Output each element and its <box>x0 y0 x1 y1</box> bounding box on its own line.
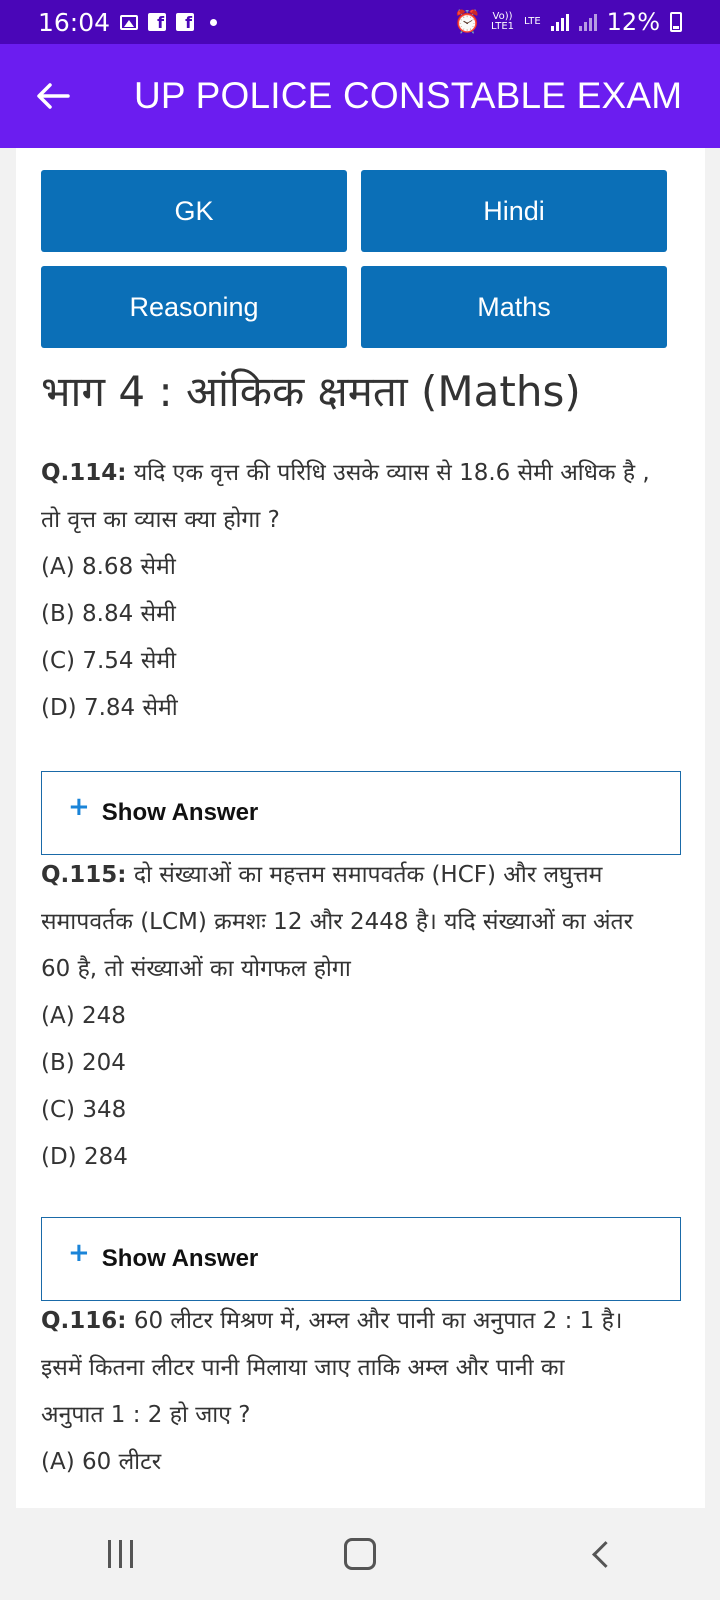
content-gutter-right <box>705 148 720 1508</box>
status-time: 16:04 <box>38 7 111 37</box>
system-back-button[interactable] <box>540 1508 660 1600</box>
recent-apps-button[interactable] <box>60 1508 180 1600</box>
signal-strength-icon <box>551 13 569 31</box>
home-button[interactable] <box>300 1508 420 1600</box>
status-left <box>38 8 217 37</box>
section-title: भाग 4 : आंकिक क्षमता (Maths) <box>41 367 581 416</box>
tab-reasoning[interactable]: Reasoning <box>41 266 347 348</box>
question-text-line: अनुपात 1 : 2 हो जाए ? <box>41 1402 251 1428</box>
notification-dot-icon <box>210 19 217 26</box>
tab-gk[interactable]: GK <box>41 170 347 252</box>
chevron-left-icon <box>592 1541 619 1568</box>
home-icon <box>344 1538 376 1570</box>
option-b: (B) 8.84 सेमी <box>41 601 176 627</box>
system-navigation-bar <box>0 1508 720 1600</box>
recent-apps-icon <box>108 1540 133 1568</box>
app-title: UP POLICE CONSTABLE EXAM <box>134 75 683 116</box>
option-d: (D) 7.84 सेमी <box>41 695 178 721</box>
facebook-icon: f <box>148 13 166 31</box>
question-text-line: दो संख्याओं का महत्तम समापवर्तक (HCF) और लघुत्तम <box>133 862 603 888</box>
question-115 <box>41 852 673 1181</box>
option-c: (C) 348 <box>41 1097 127 1123</box>
question-text-line: तो वृत्त का व्यास क्या होगा ? <box>41 507 280 533</box>
signal-strength-icon <box>579 13 597 31</box>
question-text <box>41 1298 673 1345</box>
option-d: (D) 284 <box>41 1144 128 1170</box>
question-text-line: यदि एक वृत्त की परिधि उसके व्यास से 18.6 सेमी अधिक है , <box>133 460 650 486</box>
question-text <box>41 450 673 497</box>
volte-indicator <box>491 12 514 32</box>
status-bar <box>0 0 720 44</box>
question-text <box>41 852 673 899</box>
question-text-line: समापवर्तक (LCM) क्रमशः 12 और 2448 है। यदि संख्याओं का अंतर <box>41 909 634 935</box>
question-text-line: इसमें कितना लीटर पानी मिलाया जाए ताकि अम्ल और पानी का <box>41 1355 565 1381</box>
option-b: (B) 204 <box>41 1050 126 1076</box>
alarm-icon: ⏰ <box>453 9 482 35</box>
option-a: (A) 248 <box>41 1003 126 1029</box>
question-text-line: 60 लीटर मिश्रण में, अम्ल और पानी का अनुपात 2 : 1 है। <box>133 1308 623 1334</box>
plus-icon: + <box>68 1238 90 1268</box>
option-a: (A) 8.68 सेमी <box>41 554 176 580</box>
arrow-left-icon <box>36 82 70 110</box>
main-content[interactable] <box>16 148 705 1508</box>
gallery-icon <box>120 15 138 30</box>
app-bar <box>0 44 720 148</box>
question-text-line: 60 है, तो संख्याओं का योगफल होगा <box>41 956 351 982</box>
show-answer-label: Show Answer <box>101 799 259 826</box>
show-answer-label: Show Answer <box>101 1245 259 1272</box>
tab-maths[interactable]: Maths <box>361 266 667 348</box>
content-gutter-left <box>0 148 16 1508</box>
question-number: Q.116: <box>41 1308 127 1334</box>
question-116 <box>41 1298 673 1486</box>
battery-charging-icon <box>670 12 682 32</box>
show-answer-button[interactable] <box>41 771 681 855</box>
back-button[interactable] <box>0 44 106 148</box>
question-114 <box>41 450 673 732</box>
plus-icon: + <box>68 792 90 822</box>
status-right <box>454 8 682 36</box>
tab-hindi[interactable]: Hindi <box>361 170 667 252</box>
lte1-label: LTE1 <box>491 21 515 32</box>
subject-tabs <box>41 170 667 348</box>
show-answer-button[interactable] <box>41 1217 681 1301</box>
option-a: (A) 60 लीटर <box>41 1449 162 1475</box>
option-c: (C) 7.54 सेमी <box>41 648 177 674</box>
facebook-icon: f <box>176 13 194 31</box>
battery-percent: 12% <box>606 8 660 36</box>
question-number: Q.114: <box>41 460 127 486</box>
lte-label: LTE <box>524 16 541 27</box>
volte-label: Vo)) <box>492 11 513 22</box>
question-number: Q.115: <box>41 862 127 888</box>
